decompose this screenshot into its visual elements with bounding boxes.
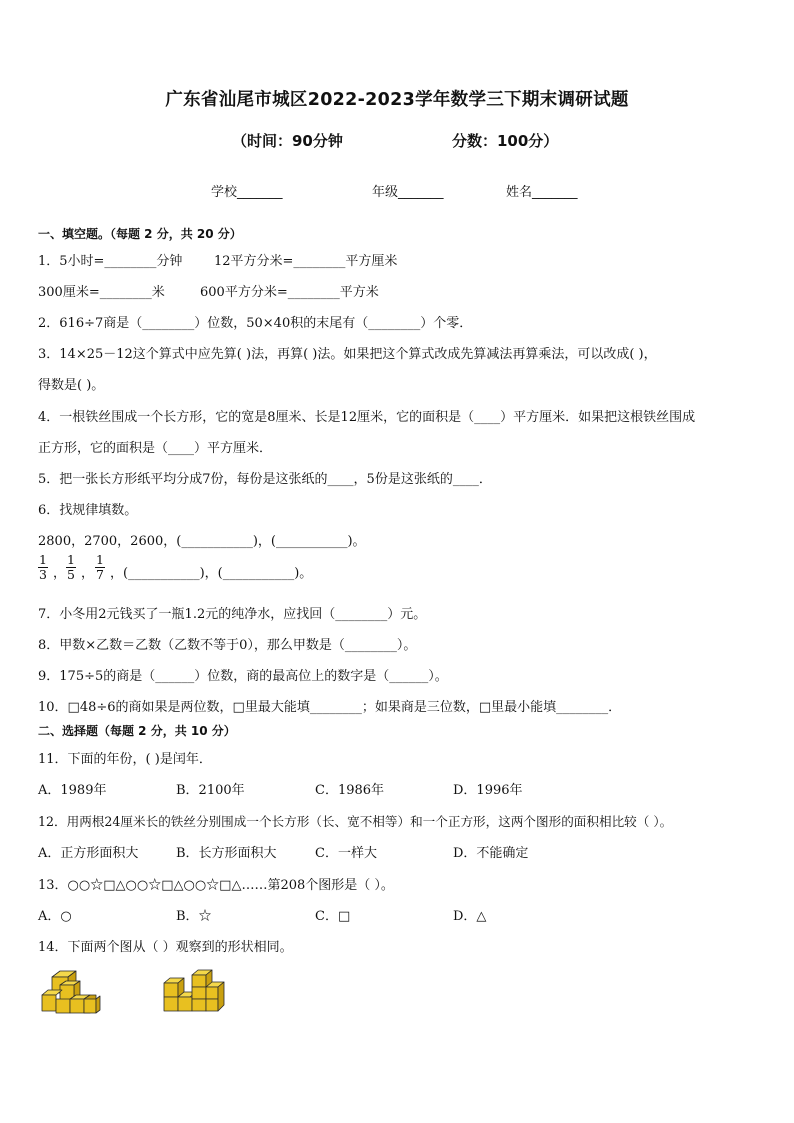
- q11-option-b[interactable]: B．2100年: [176, 783, 245, 798]
- cube-figure-1: [40, 965, 104, 1017]
- question-6: 6．找规律填数。: [38, 503, 138, 518]
- question-6-sequence-b-tail: ，(___________)，(___________)。: [110, 566, 313, 581]
- fraction-2-numerator: 1: [67, 552, 75, 567]
- question-7: 7．小冬用2元钱买了一瓶1.2元的纯净水，应找回（________）元。: [38, 607, 427, 622]
- fraction-1-denominator: 3: [39, 567, 47, 582]
- grade-field[interactable]: 年级_______: [372, 185, 444, 200]
- fraction-separator: ，: [81, 566, 95, 581]
- fraction-2: [66, 553, 76, 582]
- q12-option-a[interactable]: A．正方形面积大: [38, 846, 139, 861]
- q13-option-d[interactable]: D．△: [453, 909, 487, 924]
- q13-option-a[interactable]: A．○: [38, 909, 72, 924]
- question-4-line1: 4．一根铁丝围成一个长方形，它的宽是8厘米、长是12厘米，它的面积是（____）平方厘米．如果把这根铁丝围成: [38, 410, 696, 425]
- question-1b: 12平方分米=________平方厘米: [214, 254, 398, 269]
- q12-option-d[interactable]: D．不能确定: [453, 846, 529, 861]
- exam-score: 分数：100分）: [452, 132, 559, 150]
- question-3-line1: 3．14×25－12这个算式中应先算( )法，再算( )法。如果把这个算式改成先算减法再算乘法，可以改成( )，: [38, 347, 657, 362]
- question-14: 14．下面两个图从（ ）观察到的形状相同。: [38, 940, 293, 955]
- q11-option-d[interactable]: D．1996年: [453, 783, 523, 798]
- section2-heading: 二、选择题（每题 2 分，共 10 分）: [38, 724, 236, 738]
- q12-option-b[interactable]: B．长方形面积大: [176, 846, 277, 861]
- question-11: 11．下面的年份，( )是闰年．: [38, 752, 212, 767]
- fraction-3-numerator: 1: [96, 552, 104, 567]
- q13-option-c[interactable]: C．□: [315, 909, 351, 924]
- question-1d: 600平方分米=________平方米: [200, 285, 379, 300]
- exam-time: （时间：90分钟: [232, 132, 343, 150]
- question-2: 2．616÷7商是（________）位数，50×40积的末尾有（________）个零．: [38, 316, 473, 331]
- cube-figure-2: [160, 965, 228, 1017]
- question-9: 9．175÷5的商是（______）位数，商的最高位上的数字是（______）。: [38, 669, 448, 684]
- question-5: 5．把一张长方形纸平均分成7份，每份是这张纸的____，5份是这张纸的____．: [38, 472, 492, 487]
- question-1a: 1．5小时=________分钟: [38, 254, 183, 269]
- fraction-2-denominator: 5: [67, 567, 75, 582]
- name-field[interactable]: 姓名_______: [506, 185, 578, 200]
- q11-option-c[interactable]: C．1986年: [315, 783, 385, 798]
- question-1c: 300厘米=________米: [38, 285, 165, 300]
- page-title: 广东省汕尾市城区2022-2023学年数学三下期末调研试题: [165, 90, 629, 110]
- section1-heading: 一、填空题。（每题 2 分，共 20 分）: [38, 227, 242, 241]
- fraction-separator: ，: [53, 566, 67, 581]
- fraction-3-denominator: 7: [96, 567, 104, 582]
- question-4-line2: 正方形，它的面积是（____）平方厘米．: [38, 441, 273, 456]
- question-12: 12．用两根24厘米长的铁丝分别围成一个长方形（长、宽不相等）和一个正方形，这两个图形的面积相比较（ ）。: [38, 814, 673, 829]
- fraction-1: [38, 553, 48, 582]
- question-8: 8．甲数×乙数＝乙数（乙数不等于0），那么甲数是（________）。: [38, 638, 417, 653]
- question-3-line2: 得数是( )。: [38, 378, 105, 393]
- q11-option-a[interactable]: A．1989年: [38, 783, 107, 798]
- school-field[interactable]: 学校_______: [211, 185, 283, 200]
- q13-option-b[interactable]: B．☆: [176, 909, 212, 924]
- fraction-1-numerator: 1: [39, 552, 47, 567]
- question-6-sequence-a: 2800，2700，2600，(___________)，(___________)。: [38, 534, 366, 549]
- fraction-3: [95, 553, 105, 582]
- question-10: 10．□48÷6的商如果是两位数，□里最大能填________；如果商是三位数，□里最小能填________．: [38, 700, 622, 715]
- q12-option-c[interactable]: C．一样大: [315, 846, 377, 861]
- question-13: 13．○○☆□△○○☆□△○○☆□△……第208个图形是（ ）。: [38, 878, 394, 893]
